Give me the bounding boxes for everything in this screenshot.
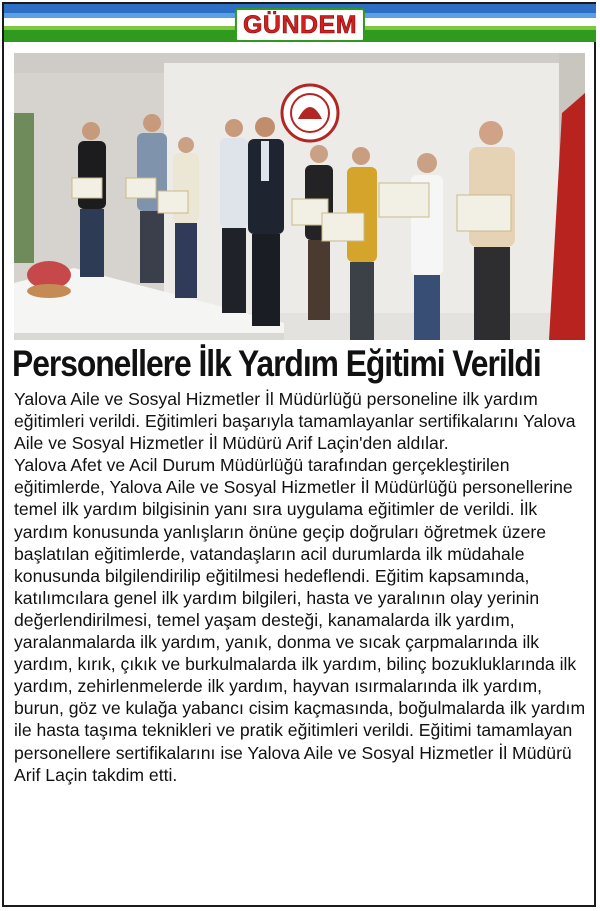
article-body [14, 388, 592, 786]
ministry-emblem-icon [282, 85, 338, 141]
article-paragraph: Yalova Afet ve Acil Durum Müdürlüğü tarafından gerçekleştirilen eğitimlerde, Yalova Aile ve Sosyal Hizmetler İl Müdürlüğü personellerine temel ilk yardım bilgisinin yanı sıra uygulama eğitimler de verildi. İlk yardım konusunda yanlışların önüne geçip doğruları öğretmek üzere başlatılan eğitimlerde, vatandaşların acil durumlarda ilk müdahale konusunda bilgilendirilip eğitilmesi hedeflendi. Eğitim kapsamında, katılımcılara genel ilk yardım bilgileri, hasta ve yaralının olay yerinin değerlendirilmesi, temel yaşam desteği, kanamalarda ilk yardım, yaralanmalarda ilk yardım, yanık, donma ve sıcak çarpmalarında ilk yardım, kırık, çıkık ve burkulmalarda ilk yardım, bilinç bozukluklarında ilk yardım, zehirlenmelerde ilk yardım, hayvan ısırmalarında ilk yardım, burun, göz ve kulağa yabancı cisim kaçmasında, boğulmalarda ilk yardım ile hasta taşıma teknikleri ve pratik eğitimleri verildi. Eğitimi tamamlayan personellere sertifikalarını ise Yalova Aile ve Sosyal Hizmetler İl Müdürü Arif Laçin takdim etti. [14, 455, 586, 785]
news-photo [14, 53, 585, 340]
article-headline: Personellere İlk Yardım Eğitimi Verildi [12, 343, 541, 384]
article-paragraph: Yalova Aile ve Sosyal Hizmetler İl Müdürlüğü personeline ilk yardım eğitimleri verildi. Eğitimleri başarıyla tamamlayanlar sertifikalarını Yalova Aile ve Sosyal Hizmetler İl Müdürü Arif Laçin'den aldılar. [14, 389, 576, 454]
section-label: GÜNDEM [235, 8, 365, 42]
section-banner [4, 4, 596, 42]
